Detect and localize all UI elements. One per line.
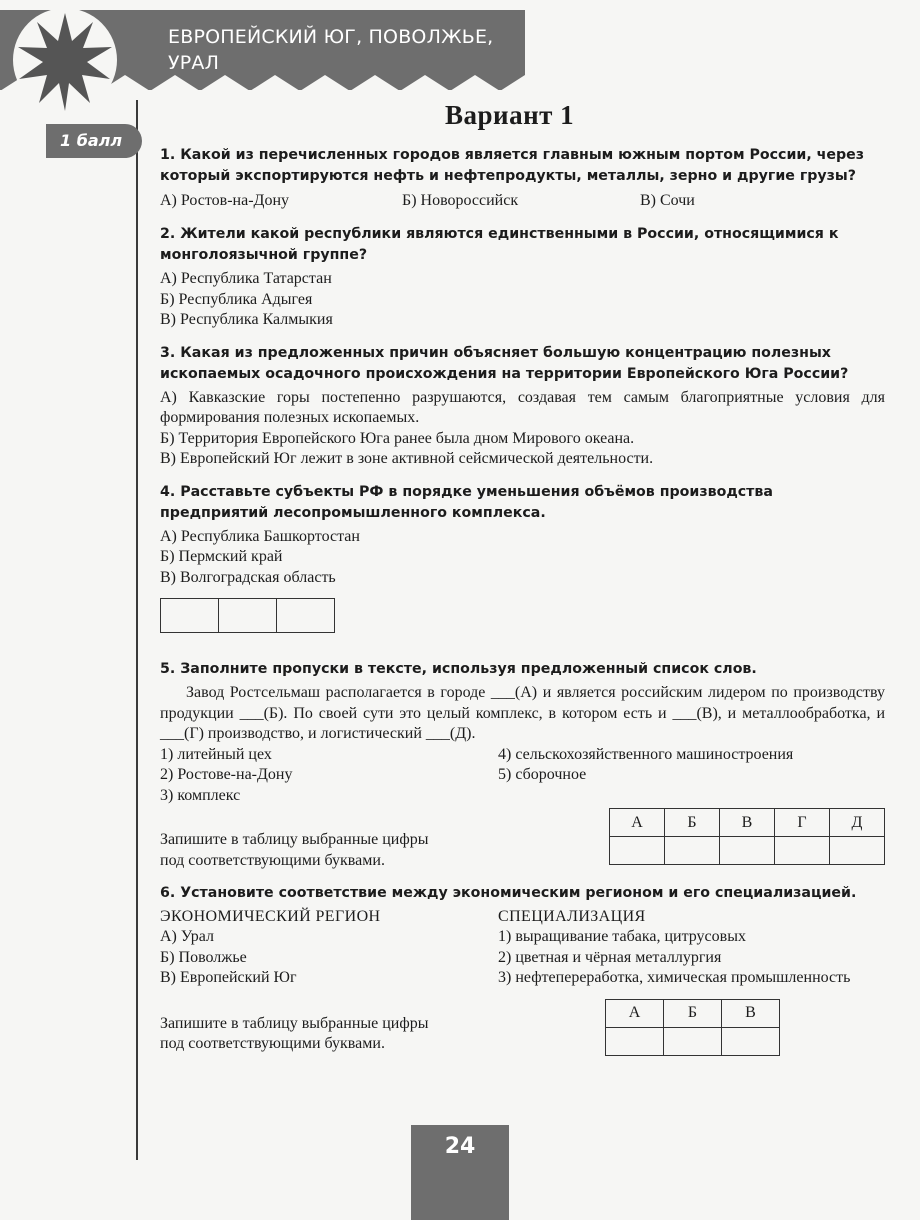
option-a: А) Ростов-на-Дону bbox=[160, 192, 290, 209]
table-header-cell: Д bbox=[830, 809, 885, 837]
answer-cell[interactable] bbox=[775, 837, 830, 865]
region-item: В) Европейский Юг bbox=[160, 969, 297, 986]
answer-cell[interactable] bbox=[664, 1027, 722, 1055]
answer-cell[interactable] bbox=[720, 837, 775, 865]
region-item: А) Урал bbox=[160, 928, 215, 945]
option-a: А) Республика Башкортостан bbox=[160, 527, 360, 545]
option-a: А) Республика Татарстан bbox=[160, 270, 332, 287]
question-4 bbox=[160, 482, 885, 634]
question-3-text: 3. Какая из предложенных причин объясняет большую концентрацию полезных ископаемых осадочного происхождения на территории Европейского Юга России? bbox=[160, 344, 849, 382]
specialization-item: 2) цветная и чёрная металлургия bbox=[498, 948, 722, 966]
instruction-text: Запишите в таблицу выбранные цифры под соответствующими буквами. bbox=[160, 1014, 429, 1052]
word-item: 2) Ростове-на-Дону bbox=[160, 766, 293, 783]
region-item: Б) Поволжье bbox=[160, 948, 247, 966]
table-header-cell: В bbox=[720, 809, 775, 837]
option-c: В) Республика Калмыкия bbox=[160, 311, 333, 328]
question-1 bbox=[160, 145, 885, 212]
matching-columns bbox=[160, 927, 885, 989]
word-item: 1) литейный цех bbox=[160, 745, 272, 763]
question-4-text: 4. Расставьте субъекты РФ в порядке уменьшения объёмов производства предприятий лесопромышленного комплекса. bbox=[160, 483, 773, 521]
option-b: Б) Пермский край bbox=[160, 548, 283, 565]
answer-cell[interactable] bbox=[665, 837, 720, 865]
matching-headers bbox=[160, 907, 885, 927]
option-c: В) Волгоградская область bbox=[160, 568, 336, 586]
option-b: Б) Республика Адыгея bbox=[160, 290, 313, 308]
table-header-cell: А bbox=[606, 999, 664, 1027]
column-title-regions: ЭКОНОМИЧЕСКИЙ РЕГИОН bbox=[160, 908, 381, 925]
table-header-cell: А bbox=[610, 809, 665, 837]
question-1-options bbox=[160, 190, 885, 212]
option-b: Б) Территория Европейского Юга ранее была дном Мирового океана. bbox=[160, 429, 635, 447]
section-title: ЕВРОПЕЙСКИЙ ЮГ, ПОВОЛЖЬЕ, УРАЛ bbox=[168, 26, 494, 74]
word-item: 4) сельскохозяйственного машиностроения bbox=[498, 745, 794, 763]
question-2 bbox=[160, 224, 885, 331]
question-6-text: 6. Установите соответствие между экономическим регионом и его специализацией. bbox=[160, 885, 857, 901]
column-title-specializations: СПЕЦИАЛИЗАЦИЯ bbox=[498, 908, 646, 925]
answer-boxes bbox=[160, 598, 335, 633]
specialization-item: 1) выращивание табака, цитрусовых bbox=[498, 928, 746, 945]
table-header-cell: Б bbox=[665, 809, 720, 837]
answer-cell[interactable] bbox=[277, 599, 335, 633]
answer-cell[interactable] bbox=[830, 837, 885, 865]
word-list bbox=[160, 745, 885, 807]
question-2-text: 2. Жители какой республики являются единственными в России, относящимися к монголоязычной группе? bbox=[160, 226, 839, 263]
option-a: А) Кавказские горы постепенно разрушаются, создавая тем самым благоприятные условия для формирования полезных ископаемых. bbox=[160, 388, 885, 426]
question-5-text: 5. Заполните пропуски в тексте, используя предложенный список слов. bbox=[160, 661, 757, 677]
answer-cell[interactable] bbox=[219, 599, 277, 633]
answer-table bbox=[609, 808, 885, 865]
question-list bbox=[160, 145, 885, 1068]
answer-cell[interactable] bbox=[606, 1027, 664, 1055]
option-b: Б) Новороссийск bbox=[402, 192, 519, 209]
question-1-text: 1. Какой из перечисленных городов является главным южным портом России, через который экспортируются нефть и нефтепродукты, металлы, зерно и другие грузы? bbox=[160, 147, 865, 184]
question-5-paragraph: Завод Ростсельмаш располагается в городе ___(А) и является российским лидером по производству продукции ___(Б). По своей сути это целый комплекс, в котором есть и ___(В), и металлообработка, и ___(Г) производство, и логистический ___(Д). bbox=[160, 684, 885, 742]
table-header-cell: В bbox=[722, 999, 780, 1027]
answer-cell[interactable] bbox=[610, 837, 665, 865]
question-3 bbox=[160, 343, 885, 470]
question-6 bbox=[160, 883, 885, 1056]
answer-cell[interactable] bbox=[161, 599, 219, 633]
score-badge: 1 балл bbox=[46, 124, 142, 158]
option-c: В) Сочи bbox=[640, 192, 695, 209]
table-header-cell: Б bbox=[664, 999, 722, 1027]
variant-title: Вариант 1 bbox=[445, 100, 575, 130]
specialization-item: 3) нефтепереработка, химическая промышленность bbox=[498, 969, 851, 986]
left-rail-line bbox=[136, 100, 138, 1160]
word-item: 5) сборочное bbox=[498, 766, 587, 783]
page-number: 24 bbox=[411, 1125, 509, 1220]
instruction-text: Запишите в таблицу выбранные цифры под соответствующими буквами. bbox=[160, 831, 429, 869]
answer-cell[interactable] bbox=[722, 1027, 780, 1055]
option-c: В) Европейский Юг лежит в зоне активной сейсмической деятельности. bbox=[160, 450, 654, 467]
star-burst-icon bbox=[10, 5, 120, 115]
question-5 bbox=[160, 659, 885, 871]
word-item: 3) комплекс bbox=[160, 786, 241, 804]
answer-table bbox=[605, 999, 780, 1056]
table-header-cell: Г bbox=[775, 809, 830, 837]
